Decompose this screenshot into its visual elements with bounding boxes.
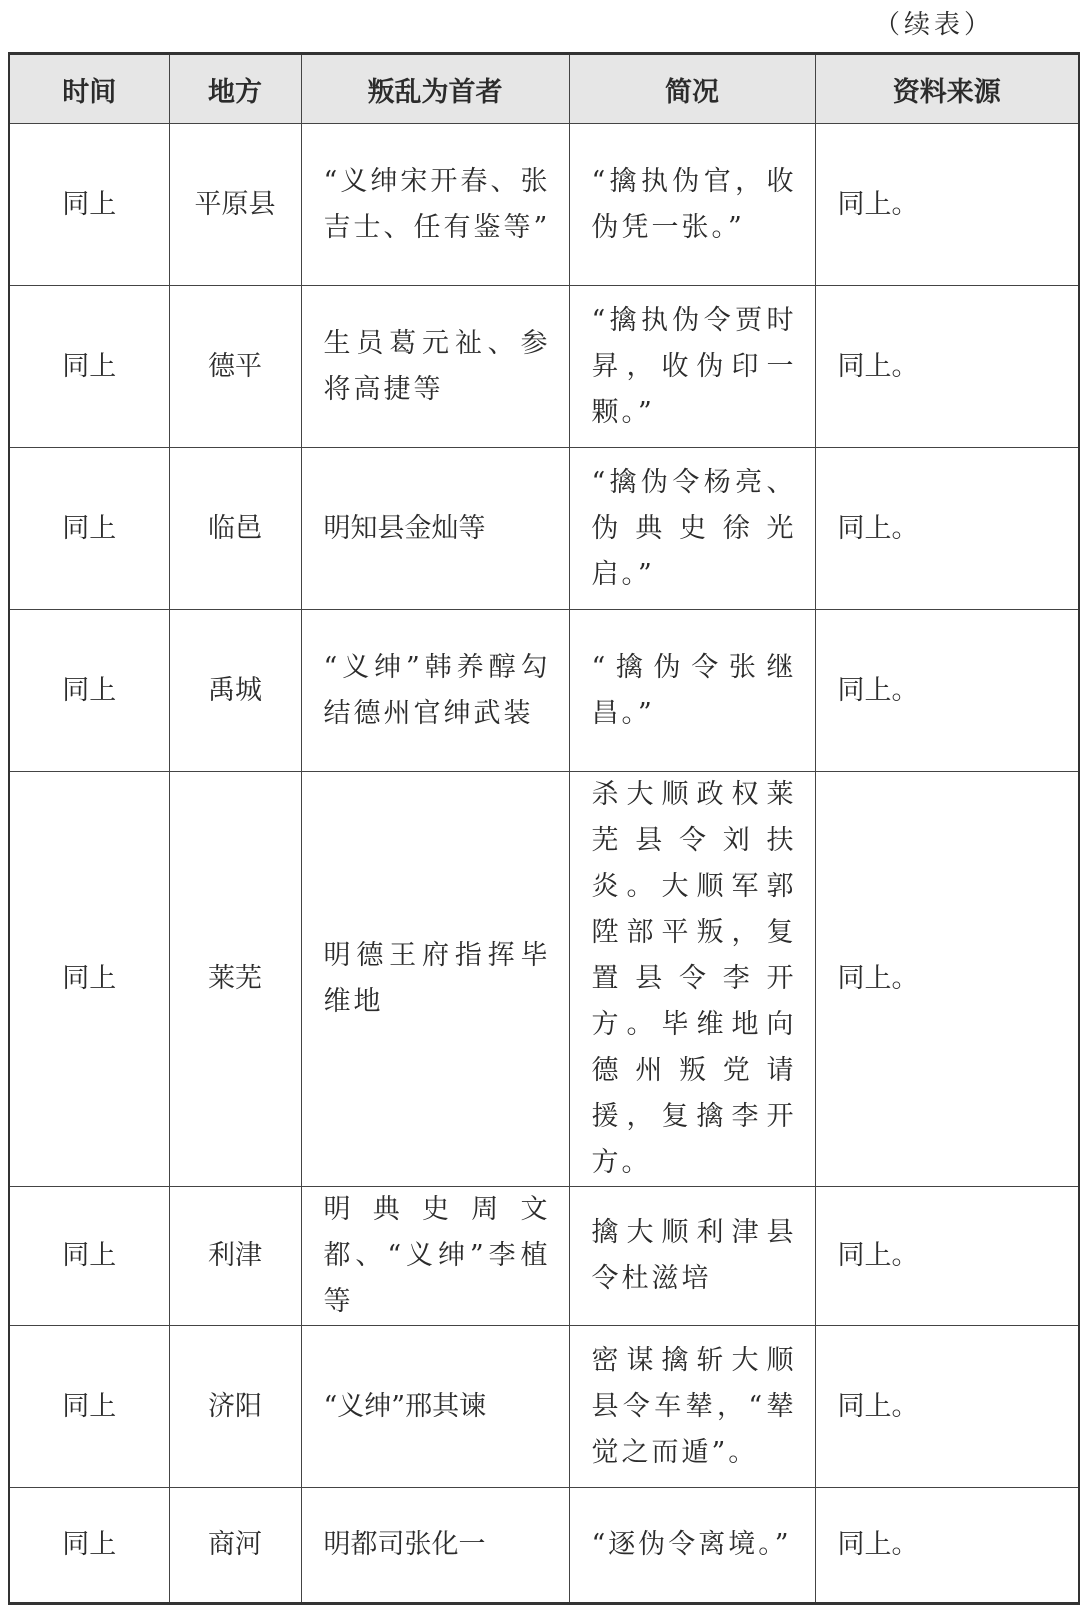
- cell-time: 同上: [9, 124, 169, 286]
- cell-source: 同上。: [815, 448, 1079, 610]
- header-source: 资料来源: [815, 54, 1079, 124]
- cell-summary: “擒伪令杨亮、伪典史徐光启。”: [569, 448, 815, 610]
- cell-summary: 杀大顺政权莱芜县令刘扶炎。大顺军郭陞部平叛，复置县令李开方。毕维地向德州叛党请援，复擒李开方。: [569, 772, 815, 1187]
- cell-time: 同上: [9, 1488, 169, 1604]
- cell-source: 同上。: [815, 1488, 1079, 1604]
- rebellion-table: [8, 52, 1080, 1605]
- cell-summary: “擒执伪令贾时昇，收伪印一颗。”: [569, 286, 815, 448]
- cell-time: 同上: [9, 1326, 169, 1488]
- cell-source: 同上。: [815, 610, 1079, 772]
- cell-leader: 生员葛元祉、参将高捷等: [301, 286, 569, 448]
- cell-time: 同上: [9, 286, 169, 448]
- table-row: [9, 610, 1079, 772]
- cell-place: 济阳: [169, 1326, 301, 1488]
- cell-summary: “逐伪令离境。”: [569, 1488, 815, 1604]
- cell-time: 同上: [9, 1187, 169, 1326]
- table-row: [9, 448, 1079, 610]
- cell-leader: 明德王府指挥毕维地: [301, 772, 569, 1187]
- cell-source: 同上。: [815, 286, 1079, 448]
- cell-source: 同上。: [815, 772, 1079, 1187]
- cell-place: 平原县: [169, 124, 301, 286]
- cell-source: 同上。: [815, 1187, 1079, 1326]
- cell-source: 同上。: [815, 1326, 1079, 1488]
- cell-leader: 明典史周文都、“义绅”李植等: [301, 1187, 569, 1326]
- cell-place: 德平: [169, 286, 301, 448]
- cell-time: 同上: [9, 772, 169, 1187]
- header-place: 地方: [169, 54, 301, 124]
- cell-place: 利津: [169, 1187, 301, 1326]
- cell-time: 同上: [9, 610, 169, 772]
- continued-label: （续表）: [873, 10, 994, 40]
- header-time: 时间: [9, 54, 169, 124]
- table-row: [9, 1326, 1079, 1488]
- cell-time: 同上: [9, 448, 169, 610]
- cell-place: 禹城: [169, 610, 301, 772]
- cell-place: 临邑: [169, 448, 301, 610]
- cell-leader: “义绅”邢其谏: [301, 1326, 569, 1488]
- header-summary: 简况: [569, 54, 815, 124]
- table-row: [9, 772, 1079, 1187]
- table-row: [9, 1187, 1079, 1326]
- cell-leader: 明知县金灿等: [301, 448, 569, 610]
- cell-leader: 明都司张化一: [301, 1488, 569, 1604]
- cell-place: 莱芜: [169, 772, 301, 1187]
- cell-leader: “义绅宋开春、张吉士、任有鉴等”: [301, 124, 569, 286]
- cell-leader: “义绅”韩养醇勾结德州官绅武装: [301, 610, 569, 772]
- cell-summary: 密谋擒斩大顺县令车辇，“辇觉之而遁”。: [569, 1326, 815, 1488]
- header-leader: 叛乱为首者: [301, 54, 569, 124]
- table-row: [9, 286, 1079, 448]
- table-row: [9, 1488, 1079, 1604]
- table-row: [9, 124, 1079, 286]
- cell-place: 商河: [169, 1488, 301, 1604]
- table-header-row: [9, 54, 1079, 124]
- cell-source: 同上。: [815, 124, 1079, 286]
- cell-summary: 擒大顺利津县令杜滋培: [569, 1187, 815, 1326]
- cell-summary: “擒伪令张继昌。”: [569, 610, 815, 772]
- cell-summary: “擒执伪官，收伪凭一张。”: [569, 124, 815, 286]
